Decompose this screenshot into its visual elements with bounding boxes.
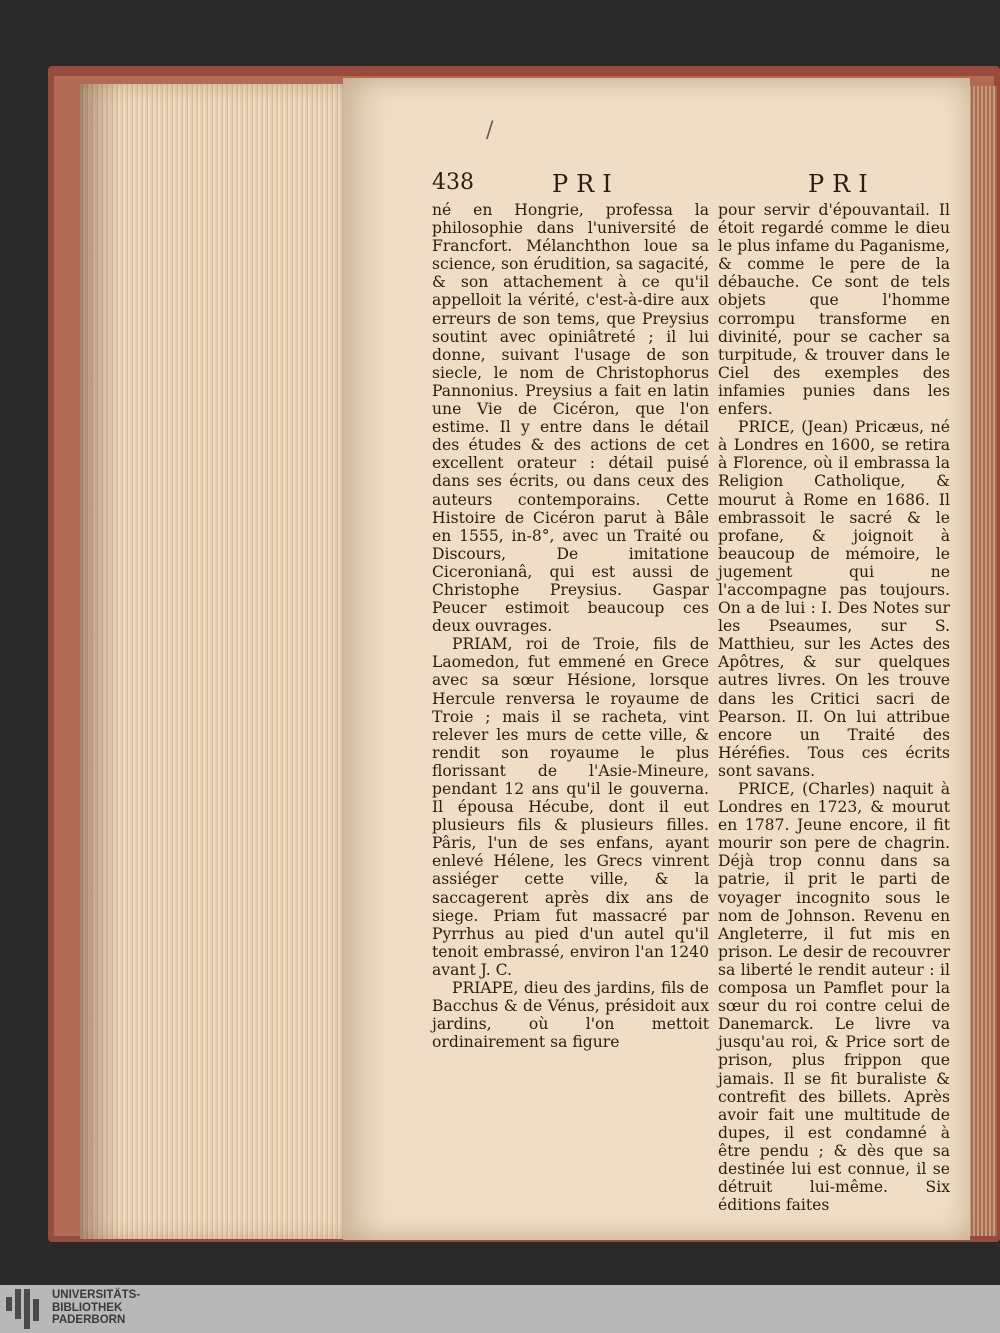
paragraph-preysius-continued: né en Hongrie, professa la philosophie dans l'université de Francfort. Mélanchthon loue sa science, son érudition, sa sagacité, & son attachement à ce qu'il appelloit la vérité, c'est-à-dire aux erreurs de son tems, que Preysius soutint avec opiniâtreté ; il lui donne, suivant l'usage de son siecle, le nom de Christophorus Pannonius. Preysius a fait en latin une Vie de Cicéron, que l'on estime. Il y entre dans le détail des études & des actions de cet excellent orateur : détail puisé dans ses écrits, ou dans ceux des auteurs contemporains. Cette Histoire de Cicéron parut à Bâle en 1555, in-8°, avec un Traité ou Discours, De imitatione Ciceronianâ, qui est aussi de Christophe Preysius. Gaspar Peucer estimoit beaucoup ces deux ouvrages. (432, 201, 709, 636)
text-column-left (432, 201, 709, 1051)
running-head-right: PRI (808, 170, 876, 198)
page-number: 438 (432, 170, 474, 195)
logo-line-3: PADERBORN (52, 1314, 126, 1327)
running-head-left: PRI (552, 170, 620, 198)
footer-bar (0, 1285, 1000, 1333)
paragraph-priape-continued: pour servir d'épouvantail. Il étoit regardé comme le dieu le plus infame du Paganisme, & comme le pere de la débauche. Ce sont de tels objets que l'homme corrompu transforme en divinité, pour se cacher sa turpitude, & trouver dans le Ciel des exemples des infamies punies dans les enfers. (718, 201, 950, 419)
entry-price-charles: PRICE, (Charles) naquit à Londres en 1723, & mourut en 1787. Jeune encore, il fit mourir son pere de chagrin. Déjà trop connu dans sa patrie, il prit le parti de voyager incognito sous le nom de Johnson. Revenu en Angleterre, il fut mis en prison. Le desir de recouvrer sa liberté le rendit auteur : il composa un Pamflet pour la sœur du roi contre celui de Danemarck. Le livre va jusqu'au roi, & Price sort de prison, plus frippon que jamais. Il se fit buraliste & contrefit des billets. Après avoir fait une multitude de dupes, il est condamné à être pendu ; & dès que sa destinée lui est connue, il se détruit lui-même. Six éditions faites (718, 780, 950, 1215)
text-column-right (718, 201, 950, 1214)
entry-priam: PRIAM, roi de Troie, fils de Laomedon, fut emmené en Grece avec sa sœur Hésione, lorsque Hercule renversa le royaume de Troie ; mais il se racheta, vint relever les murs de cette ville, & rendit son royaume le plus florissant de l'Asie-Mineure, pendant 12 ans qu'il le gouverna. Il épousa Hécube, dont il eut plusieurs fils & plusieurs filles. Pâris, l'un de ses enfans, ayant enlevé Hélene, les Grecs vinrent assiéger cette ville, & la saccagerent après dix ans de siege. Priam fut massacré par Pyrrhus au pied d'un autel qu'il tenoit embrassé, environ l'an 1240 avant J. C. (432, 635, 709, 979)
logo-line-2: BIBLIOTHEK (52, 1301, 123, 1314)
page-block-shadow (80, 84, 120, 1239)
library-logo-bars-icon (6, 1289, 46, 1329)
library-logo-text (52, 1289, 140, 1327)
entry-priape: PRIAPE, dieu des jardins, fils de Bacchus & de Vénus, présidoit aux jardins, où l'on mettoit ordinairement sa figure (432, 979, 709, 1052)
logo-line-1: UNIVERSITÄTS- (52, 1289, 141, 1301)
entry-price-jean: PRICE, (Jean) Pricæus, né à Londres en 1600, se retira à Florence, où il embrassa la Religion Catholique, & mourut à Rome en 1686. Il embrassoit le sacré & le profane, & joignoit à beaucoup de mémoire, le jugement qui ne l'accompagne pas toujours. On a de lui : I. Des Notes sur les Pseaumes, sur S. Matthieu, sur les Actes des Apôtres, & sur quelques autres livres. On les trouve dans les Critici sacri de Pearson. II. On lui attribue encore un Traité des Héréfies. Tous ces écrits sont savans. (718, 418, 950, 780)
page-block-left (80, 84, 350, 1239)
margin-mark: / (486, 118, 494, 143)
